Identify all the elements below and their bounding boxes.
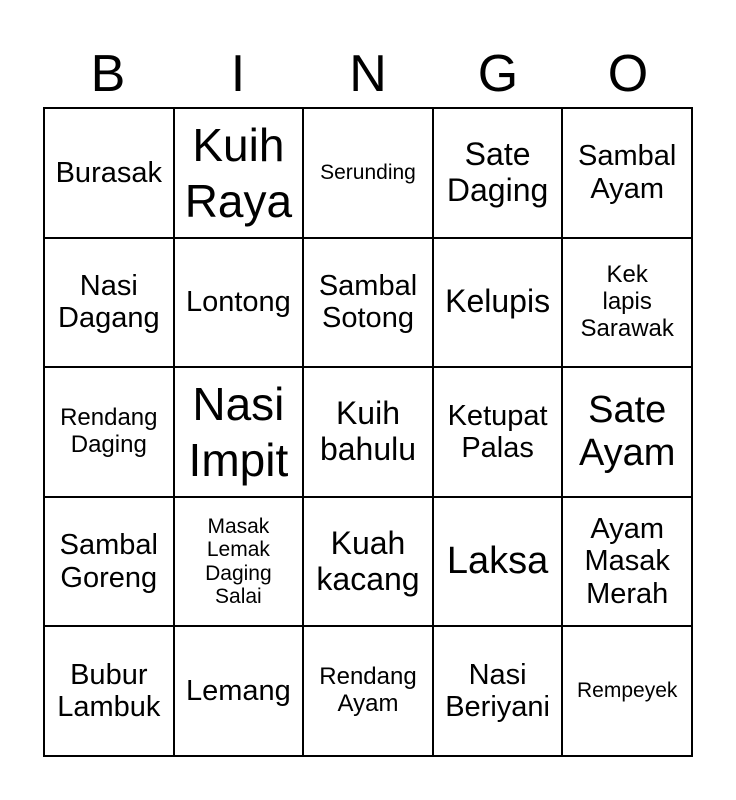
bingo-cell[interactable] (562, 367, 692, 497)
cell-label: Ketupat Palas (447, 399, 548, 464)
bingo-cell[interactable] (433, 497, 563, 627)
cell-label: Bubur Lambuk (57, 658, 161, 724)
bingo-cell[interactable] (433, 367, 563, 497)
bingo-cell[interactable] (44, 367, 174, 497)
header-letter-i: I (230, 45, 246, 103)
cell-label: Laksa (446, 540, 549, 583)
bingo-cell[interactable] (433, 238, 563, 368)
cell-label: Lontong (185, 286, 291, 319)
bingo-cell[interactable] (562, 497, 692, 627)
bingo-cell[interactable] (44, 497, 174, 627)
bingo-cell[interactable] (562, 238, 692, 368)
bingo-cell[interactable] (433, 626, 563, 756)
cell-label: Sambal Goreng (59, 529, 158, 594)
cell-label: Serunding (320, 161, 416, 185)
cell-label: Burasak (55, 156, 162, 189)
cell-label: Ayam Masak Merah (584, 512, 670, 610)
cell-label: Nasi Impit (188, 377, 289, 486)
cell-label: Lemang (185, 674, 291, 707)
bingo-header (43, 40, 693, 108)
bingo-cell[interactable] (562, 626, 692, 756)
cell-label: Kuih bahulu (319, 395, 417, 467)
bingo-cell[interactable] (44, 108, 174, 238)
cell-label: Rendang Ayam (319, 663, 417, 718)
cell-label: Sambal Ayam (578, 140, 677, 205)
bingo-board (43, 107, 693, 757)
cell-label: Masak Lemak Daging Salai (205, 514, 272, 609)
header-letter-n: N (349, 45, 387, 103)
bingo-cell[interactable] (303, 497, 433, 627)
bingo-cell[interactable] (174, 108, 304, 238)
bingo-cell[interactable] (303, 238, 433, 368)
header-letter-o: O (607, 45, 649, 103)
cell-label: Kuah kacang (316, 524, 420, 597)
cell-label: Sambal Sotong (318, 269, 418, 335)
bingo-cell[interactable] (562, 108, 692, 238)
bingo-cell[interactable] (303, 626, 433, 756)
cell-label: Rempeyek (577, 679, 678, 703)
cell-label: Kuih Raya (184, 118, 293, 227)
bingo-cell[interactable] (174, 238, 304, 368)
bingo-cell[interactable] (44, 238, 174, 368)
cell-label: Rendang Daging (60, 404, 158, 458)
bingo-cell[interactable] (174, 497, 304, 627)
bingo-cell[interactable] (433, 108, 563, 238)
cell-label: Sate Ayam (578, 389, 676, 474)
cell-label: Kek lapis Sarawak (580, 261, 674, 342)
bingo-cell[interactable] (174, 367, 304, 497)
header-letter-b: B (90, 45, 126, 103)
bingo-cell[interactable] (174, 626, 304, 756)
bingo-cell[interactable] (44, 626, 174, 756)
bingo-cell[interactable] (303, 367, 433, 497)
cell-label: Nasi Dagang (58, 269, 160, 335)
cell-label: Nasi Beriyani (445, 658, 550, 724)
cell-label: Kelupis (445, 283, 551, 320)
header-letter-g: G (477, 45, 519, 103)
bingo-cell[interactable] (303, 108, 433, 238)
cell-label: Sate Daging (446, 135, 549, 208)
